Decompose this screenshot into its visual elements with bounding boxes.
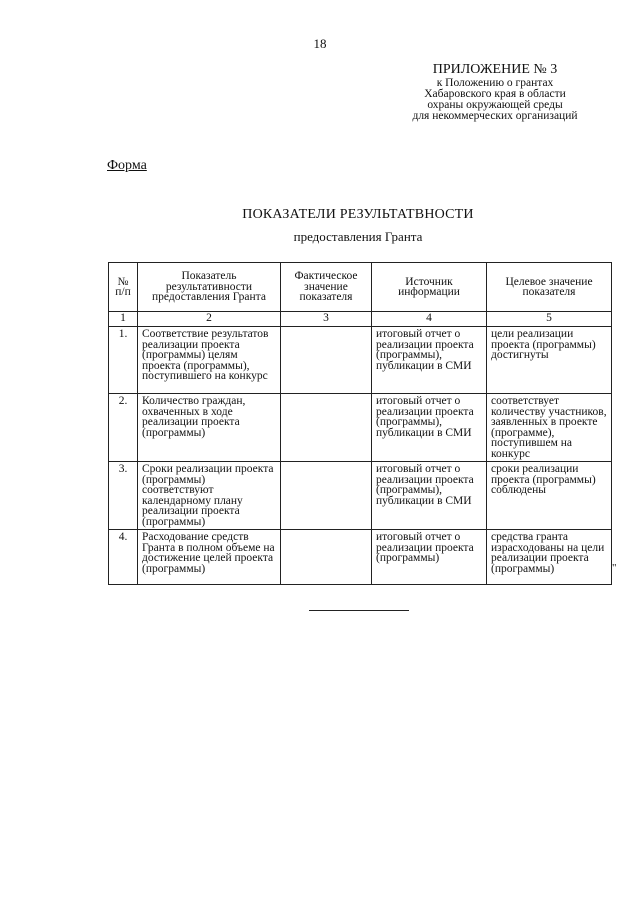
row-target-value: соответствует количеству участников, заявленных в проекте (программе), поступившем на конкурс: [487, 394, 612, 462]
table-row: [109, 462, 612, 530]
row-source: итоговый отчет о реализации проекта (программы), публикации в СМИ: [372, 327, 487, 394]
row-target-value: цели реализации проекта (программы) достигнуты: [487, 327, 612, 394]
row-number: 2.: [109, 394, 138, 462]
appendix-title: ПРИЛОЖЕНИЕ № 3: [432, 62, 558, 77]
row-number: 3.: [109, 462, 138, 530]
row-number: 4.: [109, 530, 138, 585]
row-source: итоговый отчет о реализации проекта (программы), публикации в СМИ: [372, 394, 487, 462]
row-number: 1.: [109, 327, 138, 394]
header-actual-value: Фактическое значение показателя: [281, 263, 372, 312]
row-indicator: Соответствие результатов реализации проекта (программы) целям проекта (программы), поступившего на конкурс: [138, 327, 281, 394]
document-title: ПОКАЗАТЕЛИ РЕЗУЛЬТАТВНОСТИ: [242, 207, 474, 222]
header-indicator: Показатель результативности предоставления Гранта: [138, 263, 281, 312]
indicators-table: [108, 262, 612, 585]
table-row: [109, 327, 612, 394]
column-numbers-row: [109, 312, 612, 327]
column-number: 1: [109, 312, 138, 327]
appendix-header: [390, 62, 600, 122]
column-number: 5: [487, 312, 612, 327]
column-number: 2: [138, 312, 281, 327]
row-target-value: средства гранта израсходованы на цели реализации проекта (программы): [487, 530, 612, 585]
appendix-line: Хабаровского края в области: [424, 88, 566, 100]
header-target-value: Целевое значение показателя: [487, 263, 612, 312]
row-actual-value: [281, 530, 372, 585]
row-source: итоговый отчет о реализации проекта (программы), публикации в СМИ: [372, 462, 487, 530]
row-actual-value: [281, 394, 372, 462]
column-number: 3: [281, 312, 372, 327]
header-source: Источник информации: [372, 263, 487, 312]
table-row: [109, 530, 612, 585]
form-label: Форма: [107, 158, 147, 173]
row-indicator: Количество граждан, охваченных в ходе реализации проекта (программы): [138, 394, 281, 462]
header-number: № п/п: [109, 263, 138, 312]
closing-quote-mark: ": [612, 562, 617, 574]
table-header-row: [109, 263, 612, 312]
row-actual-value: [281, 327, 372, 394]
page-number: 18: [313, 36, 327, 51]
table-row: [109, 394, 612, 462]
row-indicator: Сроки реализации проекта (программы) соответствуют календарному плану реализации проекта (программы): [138, 462, 281, 530]
appendix-line: для некоммерческих организаций: [412, 110, 578, 122]
document-subtitle: предоставления Гранта: [293, 229, 423, 244]
appendix-line: охраны окружающей среды: [427, 99, 563, 111]
row-target-value: сроки реализации проекта (программы) соблюдены: [487, 462, 612, 530]
column-number: 4: [372, 312, 487, 327]
row-indicator: Расходование средств Гранта в полном объеме на достижение целей проекта (программы): [138, 530, 281, 585]
row-source: итоговый отчет о реализации проекта (программы): [372, 530, 487, 585]
row-actual-value: [281, 462, 372, 530]
end-divider: [309, 610, 409, 611]
appendix-line: к Положению о грантах: [436, 77, 554, 89]
